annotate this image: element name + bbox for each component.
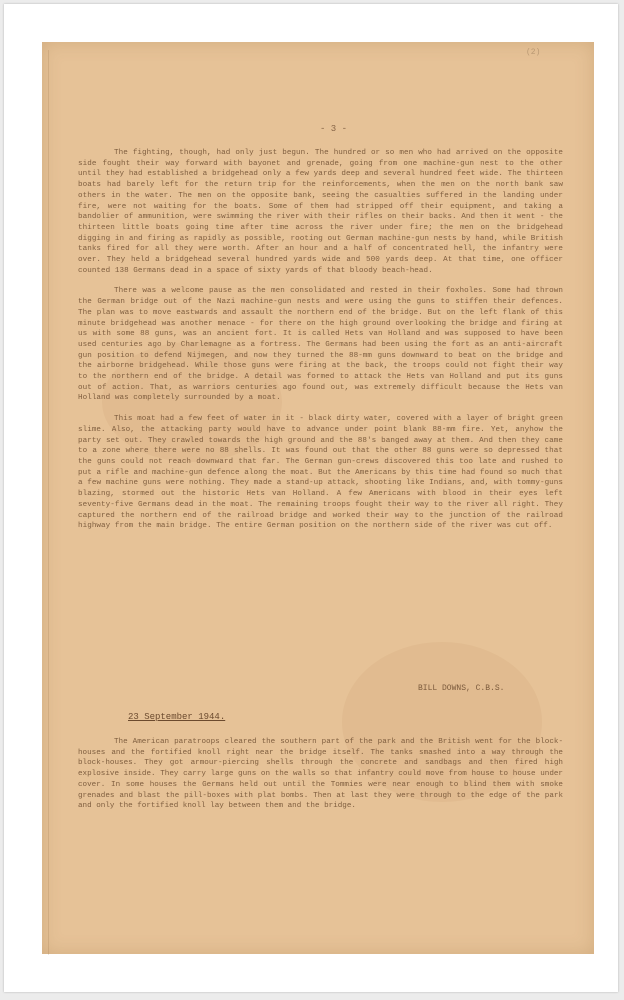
paragraph: The American paratroops cleared the southern part of the park and the British went for the block-houses and the fortified knoll right near the bridge itself. The tanks smashed into a way through the block-houses. They got armour-piercing shells through the concrete and sandbags and then fired high explosive inside. They carry large guns on the walls so that infantry could move from house to house under cover. In some houses the Germans held out until the Tommies were near enough to blind them with smoke grenades and blast the pill-boxes with plat bombs. Then at last they were through to the edge of the park and only the fortified knoll lay between them and the bridge.: [78, 738, 563, 811]
paragraph: This moat had a few feet of water in it - black dirty water, covered with a layer of bright green slime. Also, the attacking party would have to advance under point blank 88-mm fire. Yet, anyhow the party set out. They crawled towards the high ground and the 88's banged away at them. And then they came to a zone where there were no 88 shells. It was found out that the other 88 guns were so depressed that the guns could not reach downward that far. The German gun-crews discovered this too late and rushed to put a rifle and machine-gun defence along the moat. But the Americans by this time had found so much that a few machine guns were nothing. They made a stand-up attack, shooting like Indians, and, with tommy-guns blazing, stormed out the historic Hets van Holland. A few Americans with blood in their eyes left seventy-five Germans dead in the moat. The remaining troops fought their way to the river all right. They captured the northern end of the railroad bridge and worked their way to the junction of the railroad highway from the main bridge. The entire German position on the northern side of the river was cut off.: [78, 415, 563, 531]
section-body-text: [78, 737, 563, 812]
section-date-heading: 23 September 1944.: [128, 712, 226, 722]
folio-mark: (2): [526, 48, 541, 57]
signature-line: BILL DOWNS, C.B.S.: [418, 684, 505, 693]
paragraph: There was a welcome pause as the men consolidated and rested in their foxholes. Some had thrown the German bridge out of the Nazi machine-gun nests and were using the guns to stiffen their defences. The plan was to move eastwards and assault the northern end of the bridge. But on the left flank of this minute bridgehead was another menace - for there on the high ground overlooking the bridge and firing at us with some 88 guns, was an ancient fort. It is called Hets van Holland and was supposed to have been used centuries ago by Charlemagne as a fortress. The Germans had been using the fort as an anti-aircraft gun position to defend Nijmegen, and now they turned the 88-mm guns downward to beat on the bridge and the airborne bridgehead. While those guns were firing at the back, the troops could not fight their way to the northern end of the bridge. A detail was formed to attack the Hets van Holland and put its guns out of action. That, as warriors centuries ago found out, was extremely difficult because the Hets van Holland was completely surrounded by a moat.: [78, 287, 563, 403]
page-number: - 3 -: [320, 124, 348, 134]
paragraph: The fighting, though, had only just begun. The hundred or so men who had arrived on the opposite side fought their way forward with bayonet and grenade, going from one machine-gun nest to the other until they had established a bridgehead only a few yards deep and several hundred feet wide. The thirteen boats had barely left for the return trip for the reinforcements, when the men on the north bank saw others in the water. The men on the opposite bank, seeing the casualties suffered in the landing under fire, were not waiting for the boats. Some of them had stripped off their equipment, and taking a bandolier of ammunition, were swimming the river with their rifles on their backs. And then it went - the thirteen little boats going time after time across the river under fire; the men on the bridgehead digging in and firing as rapidly as possible, rooting out German machine-gun nests by hand, while British tanks fired for all they were worth. After an hour and a half of concentrated hell, the infantry were over. They held a bridgehead several hundred yards wide and 500 yards deep. At that time, one officer counted 138 Germans dead in a space of sixty yards of that bloody beach-head.: [78, 149, 563, 275]
body-text: [78, 148, 563, 542]
